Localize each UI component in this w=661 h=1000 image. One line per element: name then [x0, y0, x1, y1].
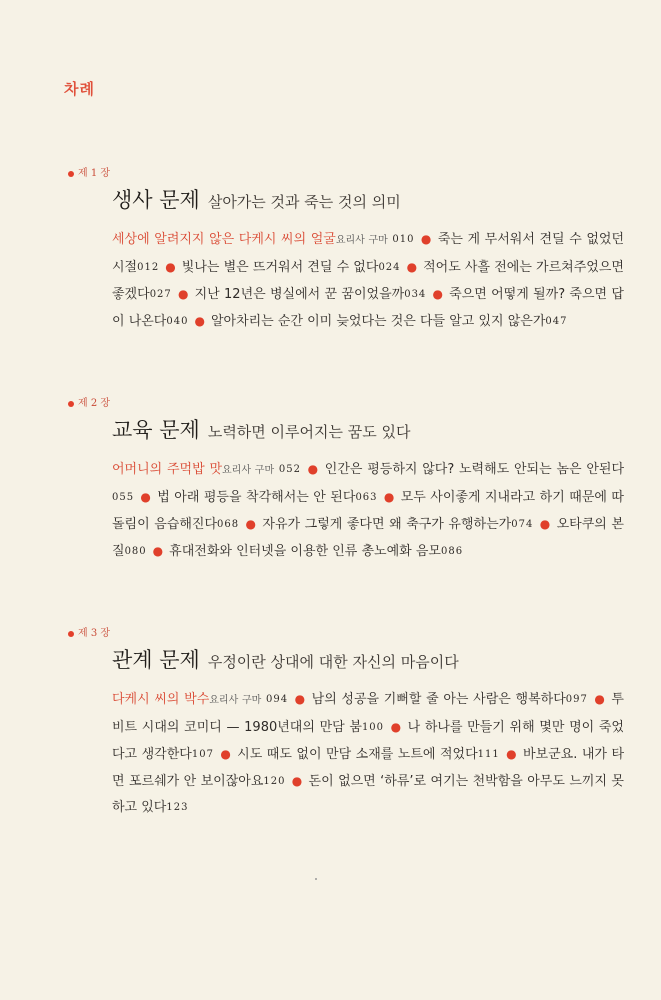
page-number: 040: [166, 316, 189, 327]
bullet-dot-icon: [68, 171, 74, 177]
bullet-icon: ●: [291, 774, 303, 788]
bullet-icon: ●: [390, 720, 402, 734]
page-number: 107: [191, 749, 214, 760]
entry-title[interactable]: 휴대전화와 인터넷을 이용한 인류 총노예화 음모: [169, 544, 441, 559]
lead-entry-title[interactable]: 다케시 씨의 박수: [112, 692, 210, 707]
chapter-heading: [112, 184, 620, 214]
chapter-label-text: 제 1 장: [78, 168, 111, 179]
entry-title[interactable]: 빛나는 별은 뜨거워서 견딜 수 없다: [181, 260, 379, 275]
entry-title[interactable]: 죽는 게 무서워서 견딜 수 없었던 시절: [112, 232, 625, 275]
page-number: 100: [361, 722, 385, 733]
chapter-label-text: 제 3 장: [78, 628, 111, 639]
chapter-3: [60, 628, 625, 821]
entry-title[interactable]: 알아차리는 순간 이미 늦었다는 것은 다들 알고 있지 않은가: [210, 314, 546, 329]
page-number: 063: [355, 492, 378, 503]
bullet-icon: ●: [406, 260, 418, 274]
bullet-icon: ●: [165, 260, 176, 274]
lead-entry-title[interactable]: 어머니의 주먹밥 맛: [112, 462, 223, 477]
page-number: 120: [263, 776, 286, 787]
page-number: 097: [565, 694, 588, 705]
chapter-label: [68, 168, 620, 180]
lead-entry-title[interactable]: 세상에 알려지지 않은 다케시 씨의 얼굴: [112, 232, 336, 247]
bullet-icon: ●: [245, 517, 257, 531]
page-number: 052: [278, 464, 302, 475]
chapter-2: [60, 398, 624, 565]
chapter-heading: [112, 644, 620, 674]
chapter-label: [68, 398, 620, 410]
bullet-icon: ●: [294, 692, 306, 706]
bullet-icon: ●: [194, 314, 205, 328]
page-number: 012: [137, 262, 160, 273]
page-number: 068: [217, 519, 240, 530]
entry-title[interactable]: 돈이 없으면 ‘하류’로 여기는 천박함을 아무도 느끼지 못하고 있다: [112, 774, 624, 815]
bullet-dot-icon: [68, 631, 74, 637]
page-number: 080: [124, 546, 147, 557]
lead-entry-author: 요리사 구마: [222, 465, 275, 476]
page-number: 010: [392, 234, 415, 245]
bullet-icon: ●: [140, 490, 152, 504]
bullet-icon: ●: [383, 490, 395, 504]
page-number: 055: [112, 492, 135, 503]
bullet-icon: ●: [152, 544, 164, 558]
bullet-icon: ●: [177, 287, 189, 301]
page-number: 094: [265, 694, 289, 705]
bullet-icon: ●: [307, 462, 319, 476]
lead-entry-author: 요리사 구마: [209, 695, 262, 706]
bullet-icon: ●: [420, 232, 432, 246]
chapter-label-text: 제 2 장: [78, 398, 111, 409]
page-number: 024: [378, 262, 401, 273]
page-number: 047: [545, 316, 568, 327]
bullet-dot-icon: [68, 401, 74, 407]
entry-title[interactable]: 인간은 평등하지 않다? 노력해도 안되는 놈은 안된다: [324, 462, 624, 477]
chapter-subtitle: 노력하면 이루어지는 꿈도 있다: [207, 423, 411, 441]
chapter-subtitle: 우정이란 상대에 대한 자신의 마음이다: [207, 653, 459, 671]
chapter-1: [60, 168, 625, 335]
entry-title[interactable]: 법 아래 평등을 착각해서는 안 된다: [157, 490, 356, 505]
bullet-icon: ●: [505, 747, 517, 761]
page-number: 123: [166, 802, 189, 813]
chapter-name: 관계 문제: [112, 648, 200, 672]
chapter-contents: [112, 686, 624, 821]
entry-title[interactable]: 남의 성공을 기뻐할 줄 아는 사람은 행복하다: [311, 692, 566, 707]
page-number: 111: [477, 749, 500, 760]
lead-entry-author: 요리사 구마: [335, 235, 388, 246]
page-title: 차례: [64, 80, 95, 98]
chapter-contents: [112, 456, 624, 565]
page-number: 086: [440, 546, 464, 557]
entry-title[interactable]: 적어도 사흘 전에는 가르쳐주었으면 좋겠다: [112, 260, 624, 302]
chapter-heading: [112, 414, 620, 444]
page-number: 034: [404, 289, 427, 300]
chapter-contents: [112, 226, 624, 335]
bullet-icon: ●: [219, 747, 232, 761]
entry-title[interactable]: 나 하나를 만들기 위해 몇만 명이 죽었다고 생각한다: [112, 720, 624, 762]
entry-title[interactable]: 시도 때도 없이 만담 소재를 노트에 적었다: [237, 747, 478, 762]
chapter-subtitle: 살아가는 것과 죽는 것의 의미: [207, 193, 401, 211]
bullet-icon: ●: [593, 692, 606, 706]
entry-title[interactable]: 죽으면 어떻게 될까? 죽으면 답이 나온다: [112, 287, 624, 329]
chapter-name: 생사 문제: [112, 188, 200, 212]
entry-title[interactable]: 자유가 그렇게 좋다면 왜 축구가 유행하는가: [262, 517, 512, 532]
entry-title[interactable]: 모두 사이좋게 지내라고 하기 때문에 따돌림이 음습해진다: [112, 490, 624, 532]
page-number: 074: [511, 519, 534, 530]
bullet-icon: ●: [539, 517, 551, 531]
entry-title[interactable]: 투 비트 시대의 코미디 — 1980년대의 만담 붐: [112, 692, 624, 735]
entry-title[interactable]: 오타쿠의 본질: [112, 517, 624, 559]
bullet-icon: ●: [432, 287, 444, 301]
entry-title[interactable]: 지난 12년은 병실에서 꾼 꿈이었을까: [194, 287, 405, 302]
chapter-name: 교육 문제: [112, 418, 200, 442]
page-number: 027: [149, 289, 172, 300]
entry-title[interactable]: 바보군요. 내가 타면 포르쉐가 안 보이잖아요: [112, 747, 625, 789]
chapter-label: [68, 628, 620, 640]
page-marker-dot: [315, 878, 317, 880]
